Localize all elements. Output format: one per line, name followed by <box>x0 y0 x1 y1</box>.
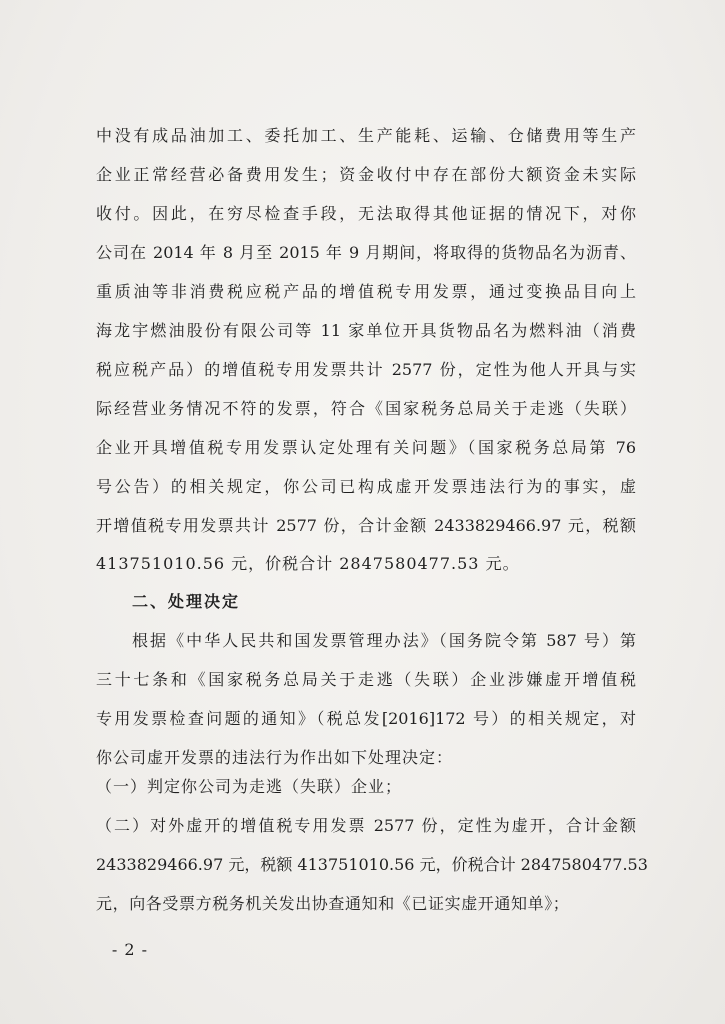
page-number: - 2 - <box>111 940 149 959</box>
body-line: 公司在 2014 年 8 月至 2015 年 9 月期间，将取得的货物品名为沥青、 <box>96 243 636 262</box>
decision-item: 2433829466.97 元，税额 413751010.56 元，价税合计 2847580477.53 <box>96 855 648 874</box>
decision-line: 你公司虚开发票的违法行为作出如下处理决定： <box>96 748 454 767</box>
decision-line: 三十七条和《国家税务总局关于走逃（失联）企业涉嫌虚开增值税 <box>96 670 636 689</box>
body-line: 重质油等非消费税应税产品的增值税专用发票，通过变换品目向上 <box>96 282 636 301</box>
decision-item: （二）对外虚开的增值税专用发票 2577 份，定性为虚开，合计金额 <box>96 816 636 835</box>
body-line: 413751010.56 元，价税合计 2847580477.53 元。 <box>96 554 520 573</box>
body-line: 收付。因此，在穷尽检查手段，无法取得其他证据的情况下，对你 <box>96 204 636 223</box>
body-line: 中没有成品油加工、委托加工、生产能耗、运输、仓储费用等生产 <box>96 126 636 145</box>
section-heading: 二、处理决定 <box>132 592 241 611</box>
body-line: 号公告）的相关规定，你公司已构成虚开发票违法行为的事实，虚 <box>96 477 636 496</box>
decision-line: 根据《中华人民共和国发票管理办法》（国务院令第 587 号）第 <box>132 631 636 650</box>
body-line: 际经营业务情况不符的发票，符合《国家税务总局关于走逃（失联） <box>96 399 636 418</box>
decision-item: 元，向各受票方税务机关发出协查通知和《已证实虚开通知单》； <box>96 894 570 913</box>
decision-item: （一）判定你公司为走逃（失联）企业； <box>96 777 403 796</box>
decision-line: 专用发票检查问题的通知》（税总发[2016]172 号）的相关规定，对 <box>96 709 636 728</box>
body-line: 企业开具增值税专用发票认定处理有关问题》（国家税务总局第 76 <box>96 438 636 457</box>
body-line: 海龙宇燃油股份有限公司等 11 家单位开具货物品名为燃料油（消费 <box>96 321 636 340</box>
body-line: 开增值税专用发票共计 2577 份，合计金额 2433829466.97 元，税额 <box>96 516 636 535</box>
body-line: 税应税产品）的增值税专用发票共计 2577 份，定性为他人开具与实 <box>96 360 636 379</box>
body-line: 企业正常经营必备费用发生；资金收付中存在部份大额资金未实际 <box>96 165 636 184</box>
